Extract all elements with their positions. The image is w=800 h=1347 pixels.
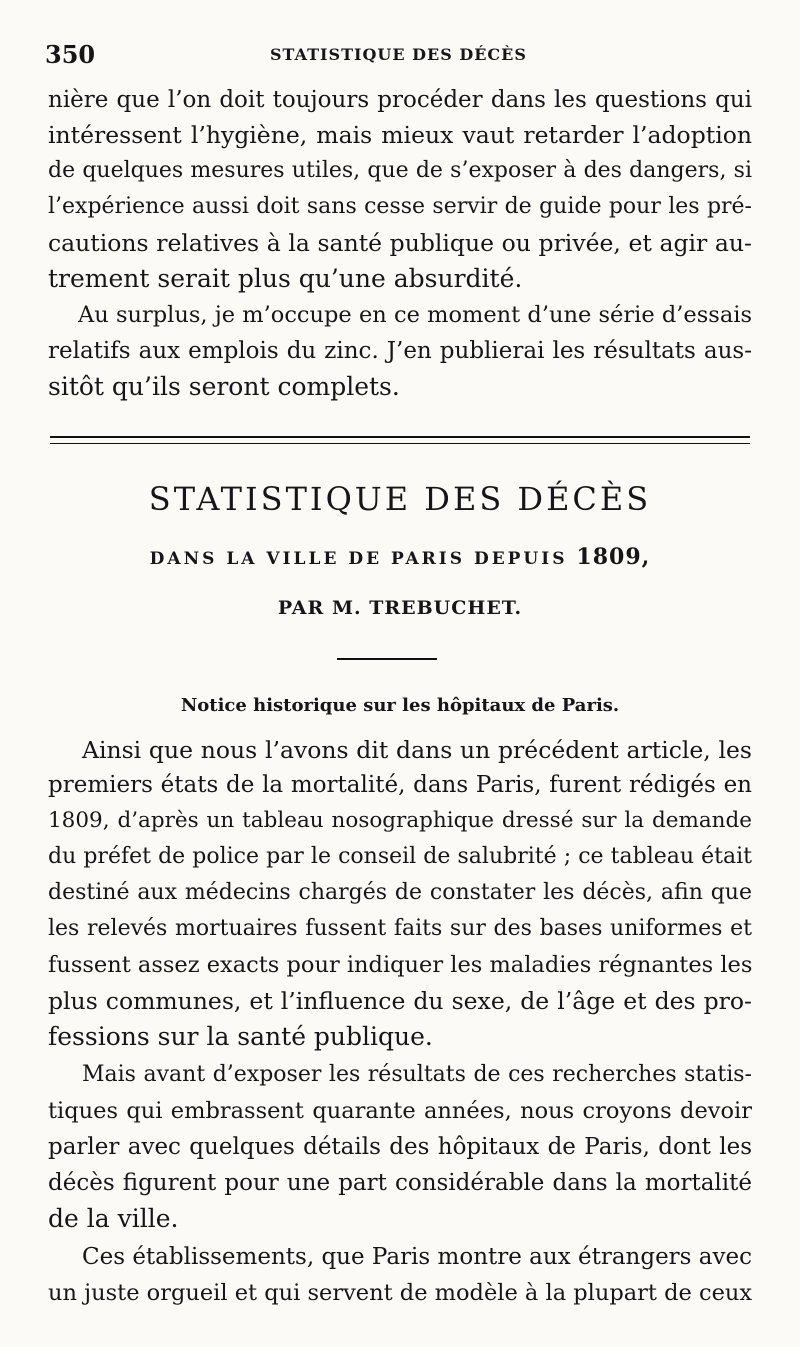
text-line: l’expérience aussi doit sans cesse servir de guide pour les pré- xyxy=(48,194,752,219)
text-line: parler avec quelques détails des hôpitaux de Paris, dont les xyxy=(48,1134,752,1160)
text-line: trement serait plus qu’une absurdité. xyxy=(48,264,523,293)
article-title: STATISTIQUE DES DÉCÈS xyxy=(148,480,652,518)
text-line: Ces établissements, que Paris montre aux étrangers avec xyxy=(82,1244,752,1270)
article-subtitle xyxy=(0,544,800,570)
text-line: Au surplus, je m’occupe en ce moment d’une série d’essais xyxy=(78,302,752,328)
text-line: fessions sur la santé publique. xyxy=(48,1022,433,1051)
short-divider xyxy=(337,658,437,660)
text-line: Mais avant d’exposer les résultats de ces recherches statis- xyxy=(82,1062,752,1087)
text-line: tiques qui embrassent quarante années, nous croyons devoir xyxy=(48,1098,752,1124)
text-line: 1809, d’après un tableau nosographique dressé sur la demande xyxy=(48,808,752,833)
subtitle-year: 1809, xyxy=(576,544,651,570)
text-line: de quelques mesures utiles, que de s’exposer à des dangers, si xyxy=(48,158,752,183)
text-line: sitôt qu’ils seront complets. xyxy=(48,372,400,401)
text-line: du préfet de police par le conseil de salubrité ; ce tableau était xyxy=(48,844,752,869)
article-author: PAR M. TREBUCHET. xyxy=(277,597,523,619)
text-line: de la ville. xyxy=(48,1204,179,1233)
text-line: décès figurent pour une part considérable dans la mortalité xyxy=(48,1170,752,1196)
text-line: fussent assez exacts pour indiquer les maladies régnantes les xyxy=(48,952,753,978)
page-number: 350 xyxy=(45,40,96,69)
section-divider xyxy=(50,443,750,444)
text-line: intéressent l’hygiène, mais mieux vaut retarder l’adoption xyxy=(48,121,752,149)
text-line: premiers états de la mortalité, dans Paris, furent rédigés en xyxy=(48,772,752,798)
running-head: STATISTIQUE DES DÉCÈS xyxy=(270,45,527,64)
page-header xyxy=(45,40,755,70)
text-line: destiné aux médecins chargés de constater les décès, afin que xyxy=(48,880,752,905)
text-line: relatifs aux emplois du zinc. J’en publierai les résultats aus- xyxy=(48,338,752,364)
text-line: les relevés mortuaires fussent faits sur des bases uniformes et xyxy=(48,916,752,941)
text-line: un juste orgueil et qui servent de modèle à la plupart de ceux xyxy=(48,1280,753,1306)
text-line: plus communes, et l’influence du sexe, de l’âge et des pro- xyxy=(48,987,752,1015)
subtitle-text: DANS LA VILLE DE PARIS DEPUIS xyxy=(149,549,568,569)
section-divider xyxy=(50,436,750,438)
text-line: nière que l’on doit toujours procéder dans les questions qui xyxy=(48,87,752,113)
notice-heading: Notice historique sur les hôpitaux de Paris. xyxy=(180,695,620,716)
text-line: Ainsi que nous l’avons dit dans un précédent article, les xyxy=(82,736,752,764)
text-line: cautions relatives à la santé publique ou privée, et agir au- xyxy=(48,229,752,257)
